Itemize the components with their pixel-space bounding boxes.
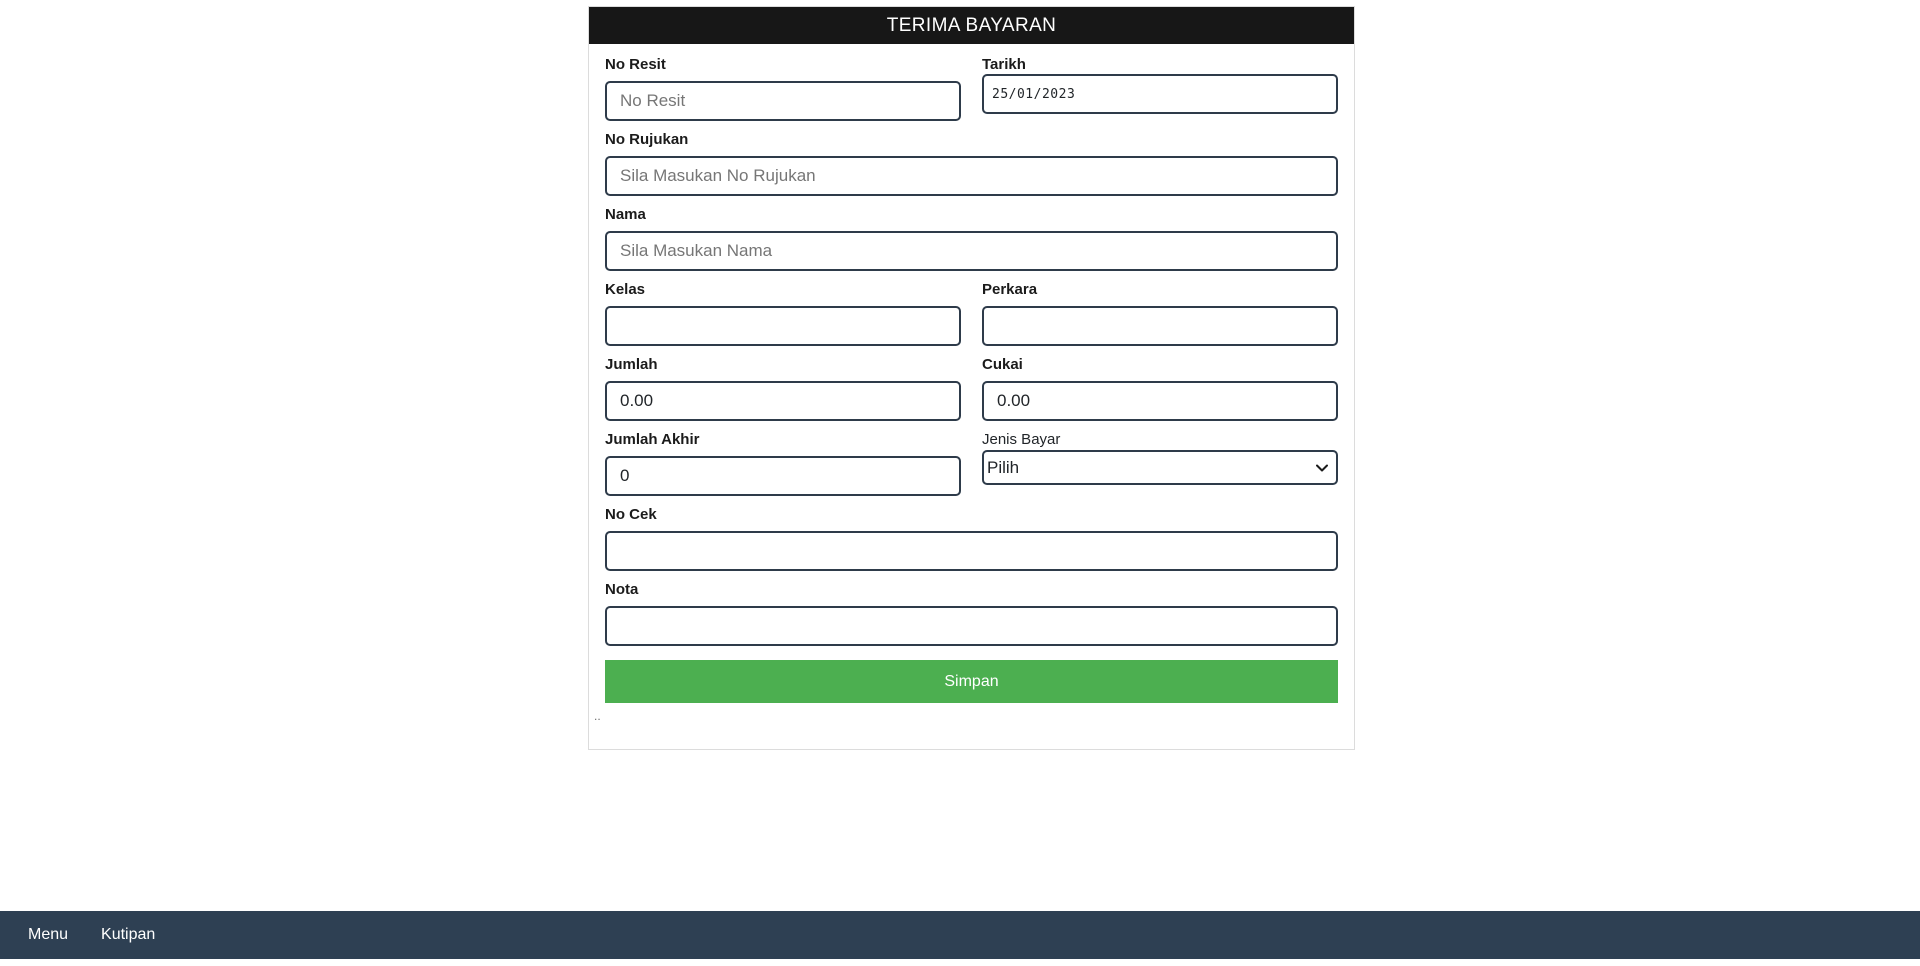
nama-input[interactable] [605, 231, 1338, 271]
field-nota [605, 581, 1338, 646]
perkara-label: Perkara [982, 281, 1038, 298]
no-cek-label: No Cek [605, 506, 657, 523]
no-resit-input[interactable] [605, 81, 961, 121]
field-no-resit [605, 56, 961, 121]
field-jenis-bayar [982, 431, 1338, 496]
no-rujukan-input[interactable] [605, 156, 1338, 196]
jumlah-input[interactable] [605, 381, 961, 421]
terima-bayaran-card [588, 6, 1355, 750]
kelas-input[interactable] [605, 306, 961, 346]
jenis-bayar-label: Jenis Bayar [982, 431, 1061, 448]
field-cukai [982, 356, 1338, 421]
form-header [589, 7, 1354, 44]
tarikh-date-input[interactable] [982, 74, 1338, 114]
field-perkara [982, 281, 1338, 346]
field-no-cek [605, 506, 1338, 571]
page-title: TERIMA BAYARAN [886, 14, 1057, 36]
row-jumlah-cukai [605, 356, 1338, 421]
cukai-label: Cukai [982, 356, 1023, 373]
jumlah-label: Jumlah [605, 356, 658, 373]
row-resit-tarikh [605, 56, 1338, 121]
nota-input[interactable] [605, 606, 1338, 646]
no-resit-label: No Resit [605, 56, 666, 73]
field-no-rujukan [605, 131, 1338, 196]
jenis-bayar-select-wrap [982, 450, 1338, 485]
jenis-bayar-select[interactable] [982, 450, 1338, 485]
bottom-navbar [0, 911, 1920, 959]
no-cek-input[interactable] [605, 531, 1338, 571]
form-body [589, 44, 1354, 723]
jumlah-akhir-label: Jumlah Akhir [605, 431, 700, 448]
field-nama [605, 206, 1338, 271]
row-jumlahakhir-jenisbayar [605, 431, 1338, 496]
no-rujukan-label: No Rujukan [605, 131, 689, 148]
jumlah-akhir-input[interactable] [605, 456, 961, 496]
nama-label: Nama [605, 206, 646, 223]
nav-link-kutipan[interactable]: Kutipan [101, 926, 156, 943]
kelas-label: Kelas [605, 281, 646, 298]
simpan-button[interactable]: Simpan [605, 660, 1338, 703]
footnote-dots: .. [594, 709, 601, 723]
nota-label: Nota [605, 581, 639, 598]
field-kelas [605, 281, 961, 346]
row-kelas-perkara [605, 281, 1338, 346]
perkara-input[interactable] [982, 306, 1338, 346]
tarikh-label: Tarikh [982, 56, 1026, 73]
field-jumlah-akhir [605, 431, 961, 496]
nav-link-menu[interactable]: Menu [28, 926, 69, 943]
field-tarikh [982, 56, 1338, 121]
cukai-input[interactable] [982, 381, 1338, 421]
field-jumlah [605, 356, 961, 421]
